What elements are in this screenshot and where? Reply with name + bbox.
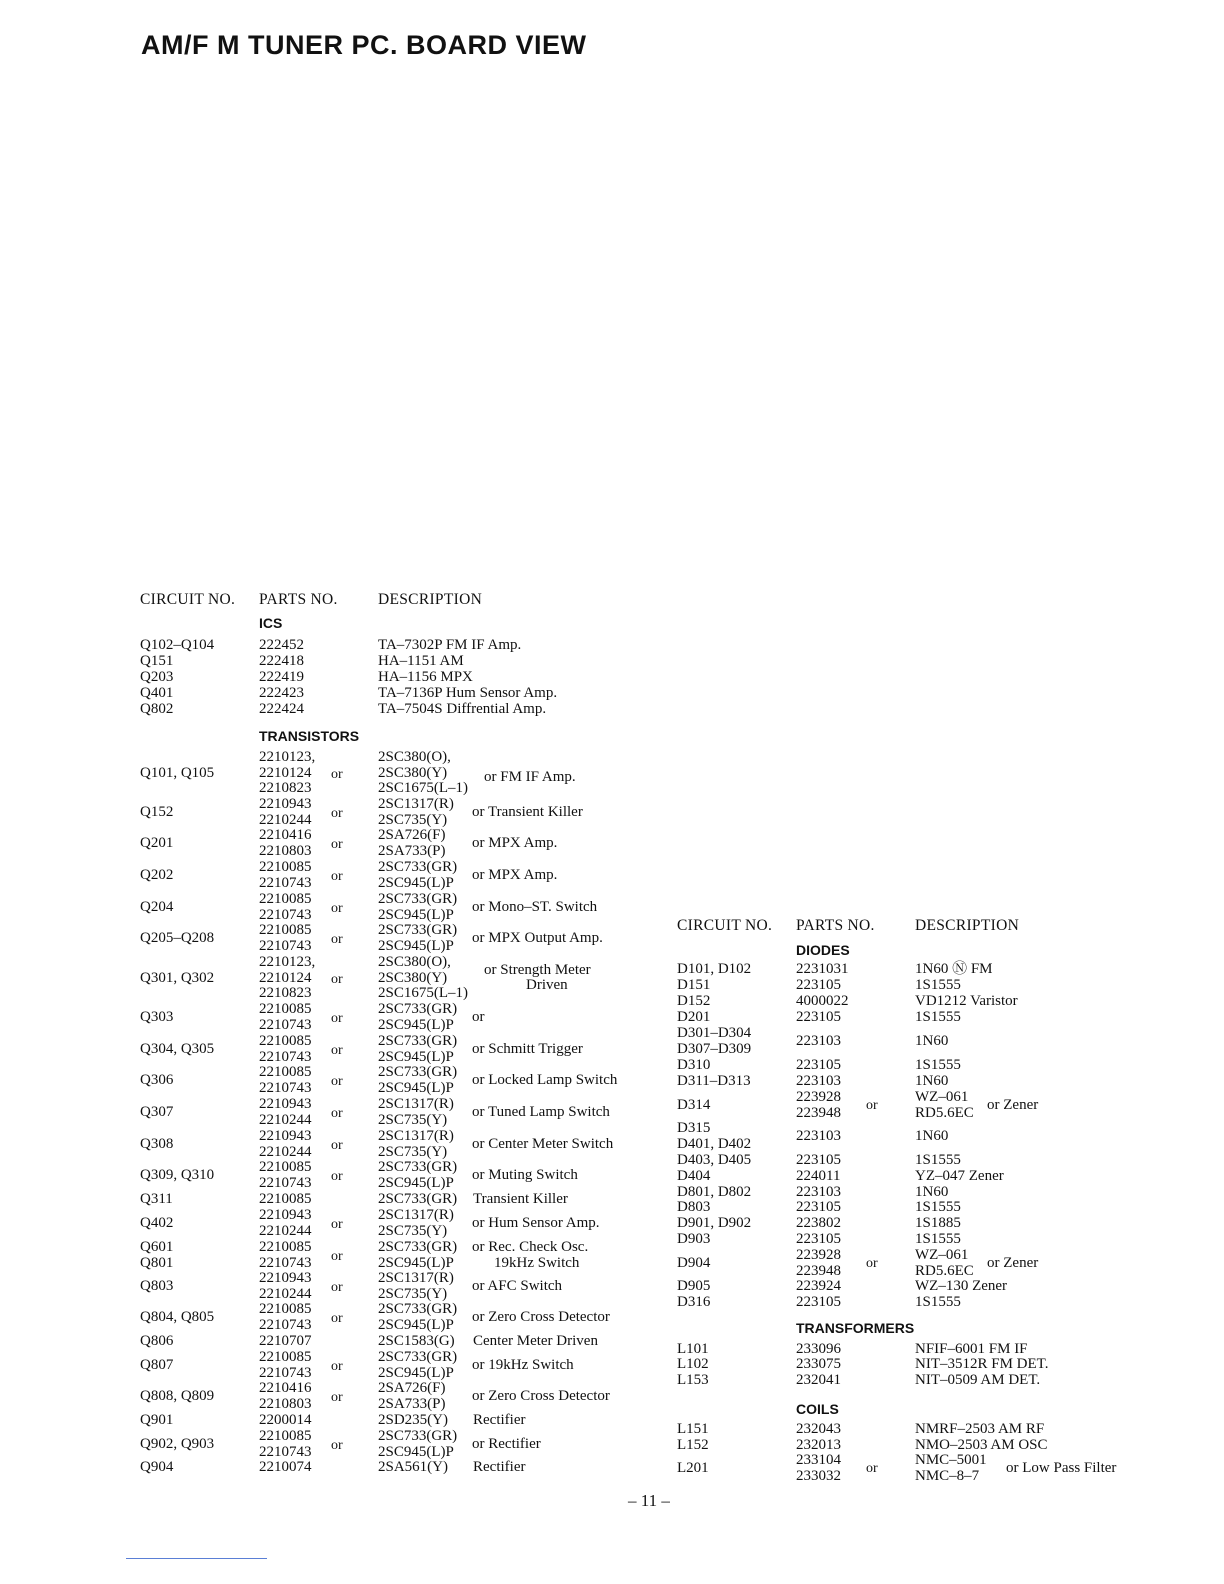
parts-no: 223105 xyxy=(796,1199,841,1215)
circuit-no: L201 xyxy=(677,1459,709,1476)
parts-no: 223928 xyxy=(796,1089,841,1105)
type-no: 2SC945(L)P xyxy=(378,1079,454,1096)
or-separator: or xyxy=(331,1310,343,1326)
parts-no: 2210803 xyxy=(259,1395,312,1412)
column-header-circuit: CIRCUIT NO. xyxy=(677,917,773,934)
parts-no: 223948 xyxy=(796,1262,841,1279)
or-separator: or xyxy=(331,1073,343,1089)
circuit-no: Q152 xyxy=(140,803,174,820)
description: 1N60 xyxy=(915,1127,949,1144)
type-no: 2SC735(Y) xyxy=(378,1143,448,1160)
circuit-no: Q902, Q903 xyxy=(140,1435,215,1452)
parts-no: 2210085 xyxy=(259,891,312,907)
description: 1S1555 xyxy=(915,1199,961,1215)
circuit-no: Q904 xyxy=(140,1459,174,1475)
parts-no: 2210743 xyxy=(259,1174,312,1191)
function: or FM IF Amp. xyxy=(484,769,576,786)
or-separator: or xyxy=(331,805,343,821)
circuit-no: Q806 xyxy=(140,1333,174,1349)
description: 1S1555 xyxy=(915,1009,961,1025)
or-separator: or xyxy=(331,868,343,884)
type-no: 2SC945(L)P xyxy=(378,1016,454,1033)
parts-no: 2210085 xyxy=(259,1428,312,1444)
function: or Schmitt Trigger xyxy=(472,1040,583,1057)
circuit-no: Q101, Q105 xyxy=(140,764,215,781)
type-no: 2SC735(Y) xyxy=(378,1111,448,1128)
circuit-no: Q204 xyxy=(140,898,174,915)
section-heading-transistors: TRANSISTORS xyxy=(259,728,360,744)
type-no: 2SC945(L)P xyxy=(378,1364,454,1381)
parts-no: 2210123, xyxy=(259,749,316,765)
description: 1N60 xyxy=(915,1184,949,1200)
function: Rectifier xyxy=(473,1412,526,1428)
circuit-no: D404 xyxy=(677,1168,711,1184)
parts-no: 232013 xyxy=(796,1437,841,1453)
type-no: 2SC733(GR) xyxy=(378,922,458,938)
circuit-no: D101, D102 xyxy=(677,961,752,977)
parts-no: 2210085 xyxy=(259,1301,312,1317)
function: or Hum Sensor Amp. xyxy=(472,1214,600,1231)
parts-no: 2210124 xyxy=(259,969,312,986)
parts-no: 2210085 xyxy=(259,1001,312,1017)
circuit-no: Q808, Q809 xyxy=(140,1387,215,1404)
parts-no: 223802 xyxy=(796,1215,841,1231)
parts-no: 2210743 xyxy=(259,1254,312,1271)
description: 1S1555 xyxy=(915,1152,961,1168)
type-no: 2SC945(L)P xyxy=(378,874,454,891)
circuit-no: D314 xyxy=(677,1096,711,1113)
function: Center Meter Driven xyxy=(473,1333,598,1349)
parts-no: 2210743 xyxy=(259,1316,312,1333)
function: or Zener xyxy=(987,1096,1039,1113)
parts-no: 233096 xyxy=(796,1341,841,1357)
description: NMC–8–7 xyxy=(915,1467,980,1484)
type-no: 2SC945(L)P xyxy=(378,1174,454,1191)
function: Driven xyxy=(526,977,568,994)
parts-no: 2210244 xyxy=(259,811,312,828)
function: or MPX Output Amp. xyxy=(472,929,603,946)
parts-no: 2210743 xyxy=(259,1443,312,1460)
function: or Zero Cross Detector xyxy=(472,1387,610,1404)
function: or Zener xyxy=(987,1254,1039,1271)
circuit-no: Q401 xyxy=(140,685,174,701)
function: or 19kHz Switch xyxy=(472,1356,574,1373)
circuit-no: Q804, Q805 xyxy=(140,1308,215,1325)
circuit-no: D152 xyxy=(677,993,711,1009)
parts-no: 2210085 xyxy=(259,922,312,938)
type-no: 2SC945(L)P xyxy=(378,1048,454,1065)
circuit-no: Q205–Q208 xyxy=(140,929,215,946)
parts-no: 2210074 xyxy=(259,1459,312,1475)
type-no: 2SC733(GR) xyxy=(378,1033,458,1049)
or-separator: or xyxy=(866,1097,878,1113)
description: RD5.6EC xyxy=(915,1262,974,1279)
circuit-no: D315 xyxy=(677,1120,711,1136)
parts-no: 222452 xyxy=(259,637,304,653)
parts-no: 232041 xyxy=(796,1372,841,1388)
parts-no: 223103 xyxy=(796,1127,841,1144)
type-no: 2SC733(GR) xyxy=(378,1428,458,1444)
or-separator: or xyxy=(331,971,343,987)
function: Rectifier xyxy=(473,1459,526,1475)
circuit-no: Q201 xyxy=(140,834,174,851)
circuit-no: D403, D405 xyxy=(677,1152,752,1168)
parts-no: 233075 xyxy=(796,1356,841,1372)
or-separator: or xyxy=(866,1255,878,1271)
type-no: 2SC733(GR) xyxy=(378,859,458,875)
parts-no: 2210123, xyxy=(259,954,316,970)
parts-no: 2210823 xyxy=(259,985,312,1002)
circuit-no: D307–D309 xyxy=(677,1040,752,1057)
circuit-no: Q601 xyxy=(140,1239,174,1255)
description: 1N60 xyxy=(915,1032,949,1049)
circuit-no: D316 xyxy=(677,1294,711,1310)
parts-no: 223105 xyxy=(796,1152,841,1168)
circuit-no: Q203 xyxy=(140,669,174,685)
function: or MPX Amp. xyxy=(472,834,558,851)
circuit-no: D311–D313 xyxy=(677,1073,751,1089)
column-header-parts: PARTS NO. xyxy=(796,917,875,934)
type-no: 2SC1317(R) xyxy=(378,796,454,812)
type-no: 2SC1317(R) xyxy=(378,1128,454,1144)
type-no: 2SC735(Y) xyxy=(378,1285,448,1302)
function: or Zero Cross Detector xyxy=(472,1308,610,1325)
or-separator: or xyxy=(331,1168,343,1184)
parts-no: 2210823 xyxy=(259,780,312,797)
circuit-no: Q202 xyxy=(140,866,174,883)
parts-no: 223928 xyxy=(796,1247,841,1263)
or-separator: or xyxy=(331,836,343,852)
type-no: 2SC945(L)P xyxy=(378,1443,454,1460)
or-separator: or xyxy=(331,1042,343,1058)
parts-no: 2210085 xyxy=(259,859,312,875)
section-heading-transformers: TRANSFORMERS xyxy=(796,1320,915,1336)
description: 1S1555 xyxy=(915,1294,961,1310)
circuit-no: Q303 xyxy=(140,1008,174,1025)
circuit-no: L153 xyxy=(677,1372,709,1388)
circuit-no: Q402 xyxy=(140,1214,174,1231)
or-separator: or xyxy=(331,766,343,782)
or-separator: or xyxy=(331,1216,343,1232)
parts-no: 2210943 xyxy=(259,1096,312,1112)
parts-no: 4000022 xyxy=(796,993,849,1009)
type-no: 2SC380(Y) xyxy=(378,969,448,986)
parts-no: 2200014 xyxy=(259,1412,312,1428)
parts-no: 2210943 xyxy=(259,1270,312,1286)
description: TA–7302P FM IF Amp. xyxy=(378,637,522,653)
type-no: 2SC733(GR) xyxy=(378,891,458,907)
circuit-no: Q301, Q302 xyxy=(140,969,215,986)
description: HA–1151 AM xyxy=(378,653,464,669)
column-header-description: DESCRIPTION xyxy=(378,591,483,608)
parts-no: 223105 xyxy=(796,1057,841,1073)
circuit-no: L152 xyxy=(677,1437,709,1453)
description: WZ–130 Zener xyxy=(915,1278,1008,1294)
or-separator: or xyxy=(866,1460,878,1476)
type-no: 2SA733(P) xyxy=(378,842,446,859)
parts-no: 2210244 xyxy=(259,1111,312,1128)
type-no: 2SA726(F) xyxy=(378,827,446,843)
description: NIT–3512R FM DET. xyxy=(915,1356,1049,1372)
circuit-no: Q802 xyxy=(140,701,174,717)
parts-no: 2210416 xyxy=(259,1380,312,1396)
description: TA–7504S Diffrential Amp. xyxy=(378,701,547,717)
parts-no: 222423 xyxy=(259,685,304,701)
type-no: 2SC733(GR) xyxy=(378,1301,458,1317)
function: or Strength Meter xyxy=(484,961,591,978)
function: or xyxy=(472,1008,485,1025)
type-no: 2SC945(L)P xyxy=(378,937,454,954)
description: 1S1885 xyxy=(915,1215,961,1231)
circuit-no: D803 xyxy=(677,1199,711,1215)
parts-no: 2210416 xyxy=(259,827,312,843)
function: or Center Meter Switch xyxy=(472,1135,614,1152)
type-no: 2SC1675(L–1) xyxy=(378,780,468,797)
page-title: AM/F M TUNER PC. BOARD VIEW xyxy=(141,30,587,60)
parts-no: 2210707 xyxy=(259,1333,312,1349)
circuit-no: L101 xyxy=(677,1341,709,1357)
parts-no: 2210943 xyxy=(259,796,312,812)
type-no: 2SC1317(R) xyxy=(378,1207,454,1223)
type-no: 2SC945(L)P xyxy=(378,1254,454,1271)
circuit-no: D903 xyxy=(677,1231,711,1247)
circuit-no: Q311 xyxy=(140,1191,173,1207)
parts-no: 2210085 xyxy=(259,1239,312,1255)
circuit-no: D301–D304 xyxy=(677,1025,752,1041)
section-heading-ics: ICS xyxy=(259,615,283,631)
parts-no: 2231031 xyxy=(796,961,849,977)
type-no: 2SC733(GR) xyxy=(378,1001,458,1017)
circuit-no: Q807 xyxy=(140,1356,174,1373)
circuit-no: D905 xyxy=(677,1278,711,1294)
circuit-no: Q151 xyxy=(140,653,174,669)
function: 19kHz Switch xyxy=(494,1254,580,1271)
description: RD5.6EC xyxy=(915,1104,974,1121)
or-separator: or xyxy=(331,1279,343,1295)
parts-no: 233104 xyxy=(796,1452,841,1468)
page-number: – 11 – xyxy=(628,1491,670,1510)
type-no: 2SA726(F) xyxy=(378,1380,446,1396)
type-no: 2SC735(Y) xyxy=(378,811,448,828)
circuit-no: D801, D802 xyxy=(677,1184,752,1200)
circuit-no: D201 xyxy=(677,1009,711,1025)
circuit-no: Q309, Q310 xyxy=(140,1166,215,1183)
circuit-no: L102 xyxy=(677,1356,709,1372)
type-no: 2SC1675(L–1) xyxy=(378,985,468,1002)
description: NMRF–2503 AM RF xyxy=(915,1421,1045,1437)
type-no: 2SC733(GR) xyxy=(378,1159,458,1175)
circuit-no: Q304, Q305 xyxy=(140,1040,215,1057)
circuit-no: Q102–Q104 xyxy=(140,637,215,653)
parts-no: 2210085 xyxy=(259,1064,312,1080)
circuit-no: Q803 xyxy=(140,1277,174,1294)
circuit-no: D310 xyxy=(677,1057,711,1073)
description: WZ–061 xyxy=(915,1089,969,1105)
type-no: 2SC380(O), xyxy=(378,749,451,765)
parts-no: 2210085 xyxy=(259,1191,312,1207)
bottom-rule xyxy=(126,1558,267,1559)
circuit-no: D901, D902 xyxy=(677,1215,752,1231)
circuit-no: L151 xyxy=(677,1421,709,1437)
function: or Mono–ST. Switch xyxy=(472,898,598,915)
parts-no: 2210085 xyxy=(259,1159,312,1175)
parts-no: 2210743 xyxy=(259,874,312,891)
type-no: 2SC1317(R) xyxy=(378,1270,454,1286)
function: or Tuned Lamp Switch xyxy=(472,1103,610,1120)
or-separator: or xyxy=(331,1105,343,1121)
description: HA–1156 MPX xyxy=(378,669,473,685)
or-separator: or xyxy=(331,1248,343,1264)
parts-no: 2210244 xyxy=(259,1143,312,1160)
type-no: 2SC945(L)P xyxy=(378,906,454,923)
column-header-parts: PARTS NO. xyxy=(259,591,338,608)
type-no: 2SD235(Y) xyxy=(378,1412,448,1428)
description: NMO–2503 AM OSC xyxy=(915,1437,1048,1453)
section-heading-diodes: DIODES xyxy=(796,942,850,958)
parts-no: 222424 xyxy=(259,701,304,717)
or-separator: or xyxy=(331,931,343,947)
type-no: 2SC733(GR) xyxy=(378,1349,458,1365)
circuit-no: Q306 xyxy=(140,1071,174,1088)
description: VD1212 Varistor xyxy=(915,993,1018,1009)
parts-no: 223948 xyxy=(796,1104,841,1121)
description: 1N60 Ⓝ FM xyxy=(915,961,993,977)
or-separator: or xyxy=(331,900,343,916)
parts-no: 222418 xyxy=(259,653,304,669)
function: or Rectifier xyxy=(472,1435,541,1452)
function: or Transient Killer xyxy=(472,803,583,820)
function: or Locked Lamp Switch xyxy=(472,1071,618,1088)
circuit-no: D151 xyxy=(677,977,711,993)
function: or Muting Switch xyxy=(472,1166,578,1183)
column-header-description: DESCRIPTION xyxy=(915,917,1020,934)
parts-no: 223924 xyxy=(796,1278,841,1294)
or-separator: or xyxy=(331,1389,343,1405)
circuit-no: Q308 xyxy=(140,1135,174,1152)
parts-no: 2210743 xyxy=(259,1364,312,1381)
circuit-no: Q801 xyxy=(140,1254,174,1271)
description: 1S1555 xyxy=(915,1057,961,1073)
column-header-circuit: CIRCUIT NO. xyxy=(140,591,236,608)
circuit-no: Q901 xyxy=(140,1412,174,1428)
type-no: 2SA733(P) xyxy=(378,1395,446,1412)
type-no: 2SC733(GR) xyxy=(378,1191,458,1207)
parts-no: 2210085 xyxy=(259,1033,312,1049)
parts-no: 233032 xyxy=(796,1467,841,1484)
description: WZ–061 xyxy=(915,1247,969,1263)
description: 1S1555 xyxy=(915,1231,961,1247)
parts-no: 2210085 xyxy=(259,1349,312,1365)
type-no: 2SC735(Y) xyxy=(378,1222,448,1239)
parts-no: 223105 xyxy=(796,1231,841,1247)
description: YZ–047 Zener xyxy=(915,1168,1004,1184)
function: Transient Killer xyxy=(473,1191,568,1207)
or-separator: or xyxy=(331,1137,343,1153)
parts-no: 2210244 xyxy=(259,1285,312,1302)
parts-no: 2210244 xyxy=(259,1222,312,1239)
parts-no: 223105 xyxy=(796,977,841,993)
parts-no: 2210803 xyxy=(259,842,312,859)
parts-no: 223103 xyxy=(796,1032,841,1049)
description: NFIF–6001 FM IF xyxy=(915,1341,1028,1357)
function: or MPX Amp. xyxy=(472,866,558,883)
parts-no: 222419 xyxy=(259,669,304,685)
parts-no: 232043 xyxy=(796,1421,841,1437)
parts-no: 2210124 xyxy=(259,764,312,781)
circuit-no: D904 xyxy=(677,1254,711,1271)
parts-no: 2210743 xyxy=(259,937,312,954)
parts-no: 223105 xyxy=(796,1294,841,1310)
description: TA–7136P Hum Sensor Amp. xyxy=(378,685,558,701)
description: 1N60 xyxy=(915,1073,949,1089)
or-separator: or xyxy=(331,1010,343,1026)
parts-no: 2210743 xyxy=(259,1048,312,1065)
parts-no: 2210743 xyxy=(259,906,312,923)
parts-no: 223103 xyxy=(796,1184,841,1200)
description: 1S1555 xyxy=(915,977,961,993)
description: NIT–0509 AM DET. xyxy=(915,1372,1041,1388)
type-no: 2SA561(Y) xyxy=(378,1459,448,1475)
type-no: 2SC1317(R) xyxy=(378,1096,454,1112)
type-no: 2SC945(L)P xyxy=(378,1316,454,1333)
parts-no: 2210943 xyxy=(259,1128,312,1144)
circuit-no: Q307 xyxy=(140,1103,174,1120)
section-heading-coils: COILS xyxy=(796,1401,839,1417)
type-no: 2SC380(O), xyxy=(378,954,451,970)
type-no: 2SC380(Y) xyxy=(378,764,448,781)
or-separator: or xyxy=(331,1358,343,1374)
type-no: 2SC733(GR) xyxy=(378,1064,458,1080)
parts-no: 2210743 xyxy=(259,1016,312,1033)
parts-no: 223103 xyxy=(796,1073,841,1089)
parts-no: 223105 xyxy=(796,1009,841,1025)
function: or AFC Switch xyxy=(472,1277,563,1294)
parts-no: 224011 xyxy=(796,1168,841,1184)
function: or Rec. Check Osc. xyxy=(472,1239,589,1255)
or-separator: or xyxy=(331,1437,343,1453)
function: or Low Pass Filter xyxy=(1006,1459,1117,1476)
description: NMC–5001 xyxy=(915,1452,987,1468)
parts-no: 2210743 xyxy=(259,1079,312,1096)
type-no: 2SC733(GR) xyxy=(378,1239,458,1255)
parts-no: 2210943 xyxy=(259,1207,312,1223)
circuit-no: D401, D402 xyxy=(677,1135,752,1152)
type-no: 2SC1583(G) xyxy=(378,1333,455,1349)
